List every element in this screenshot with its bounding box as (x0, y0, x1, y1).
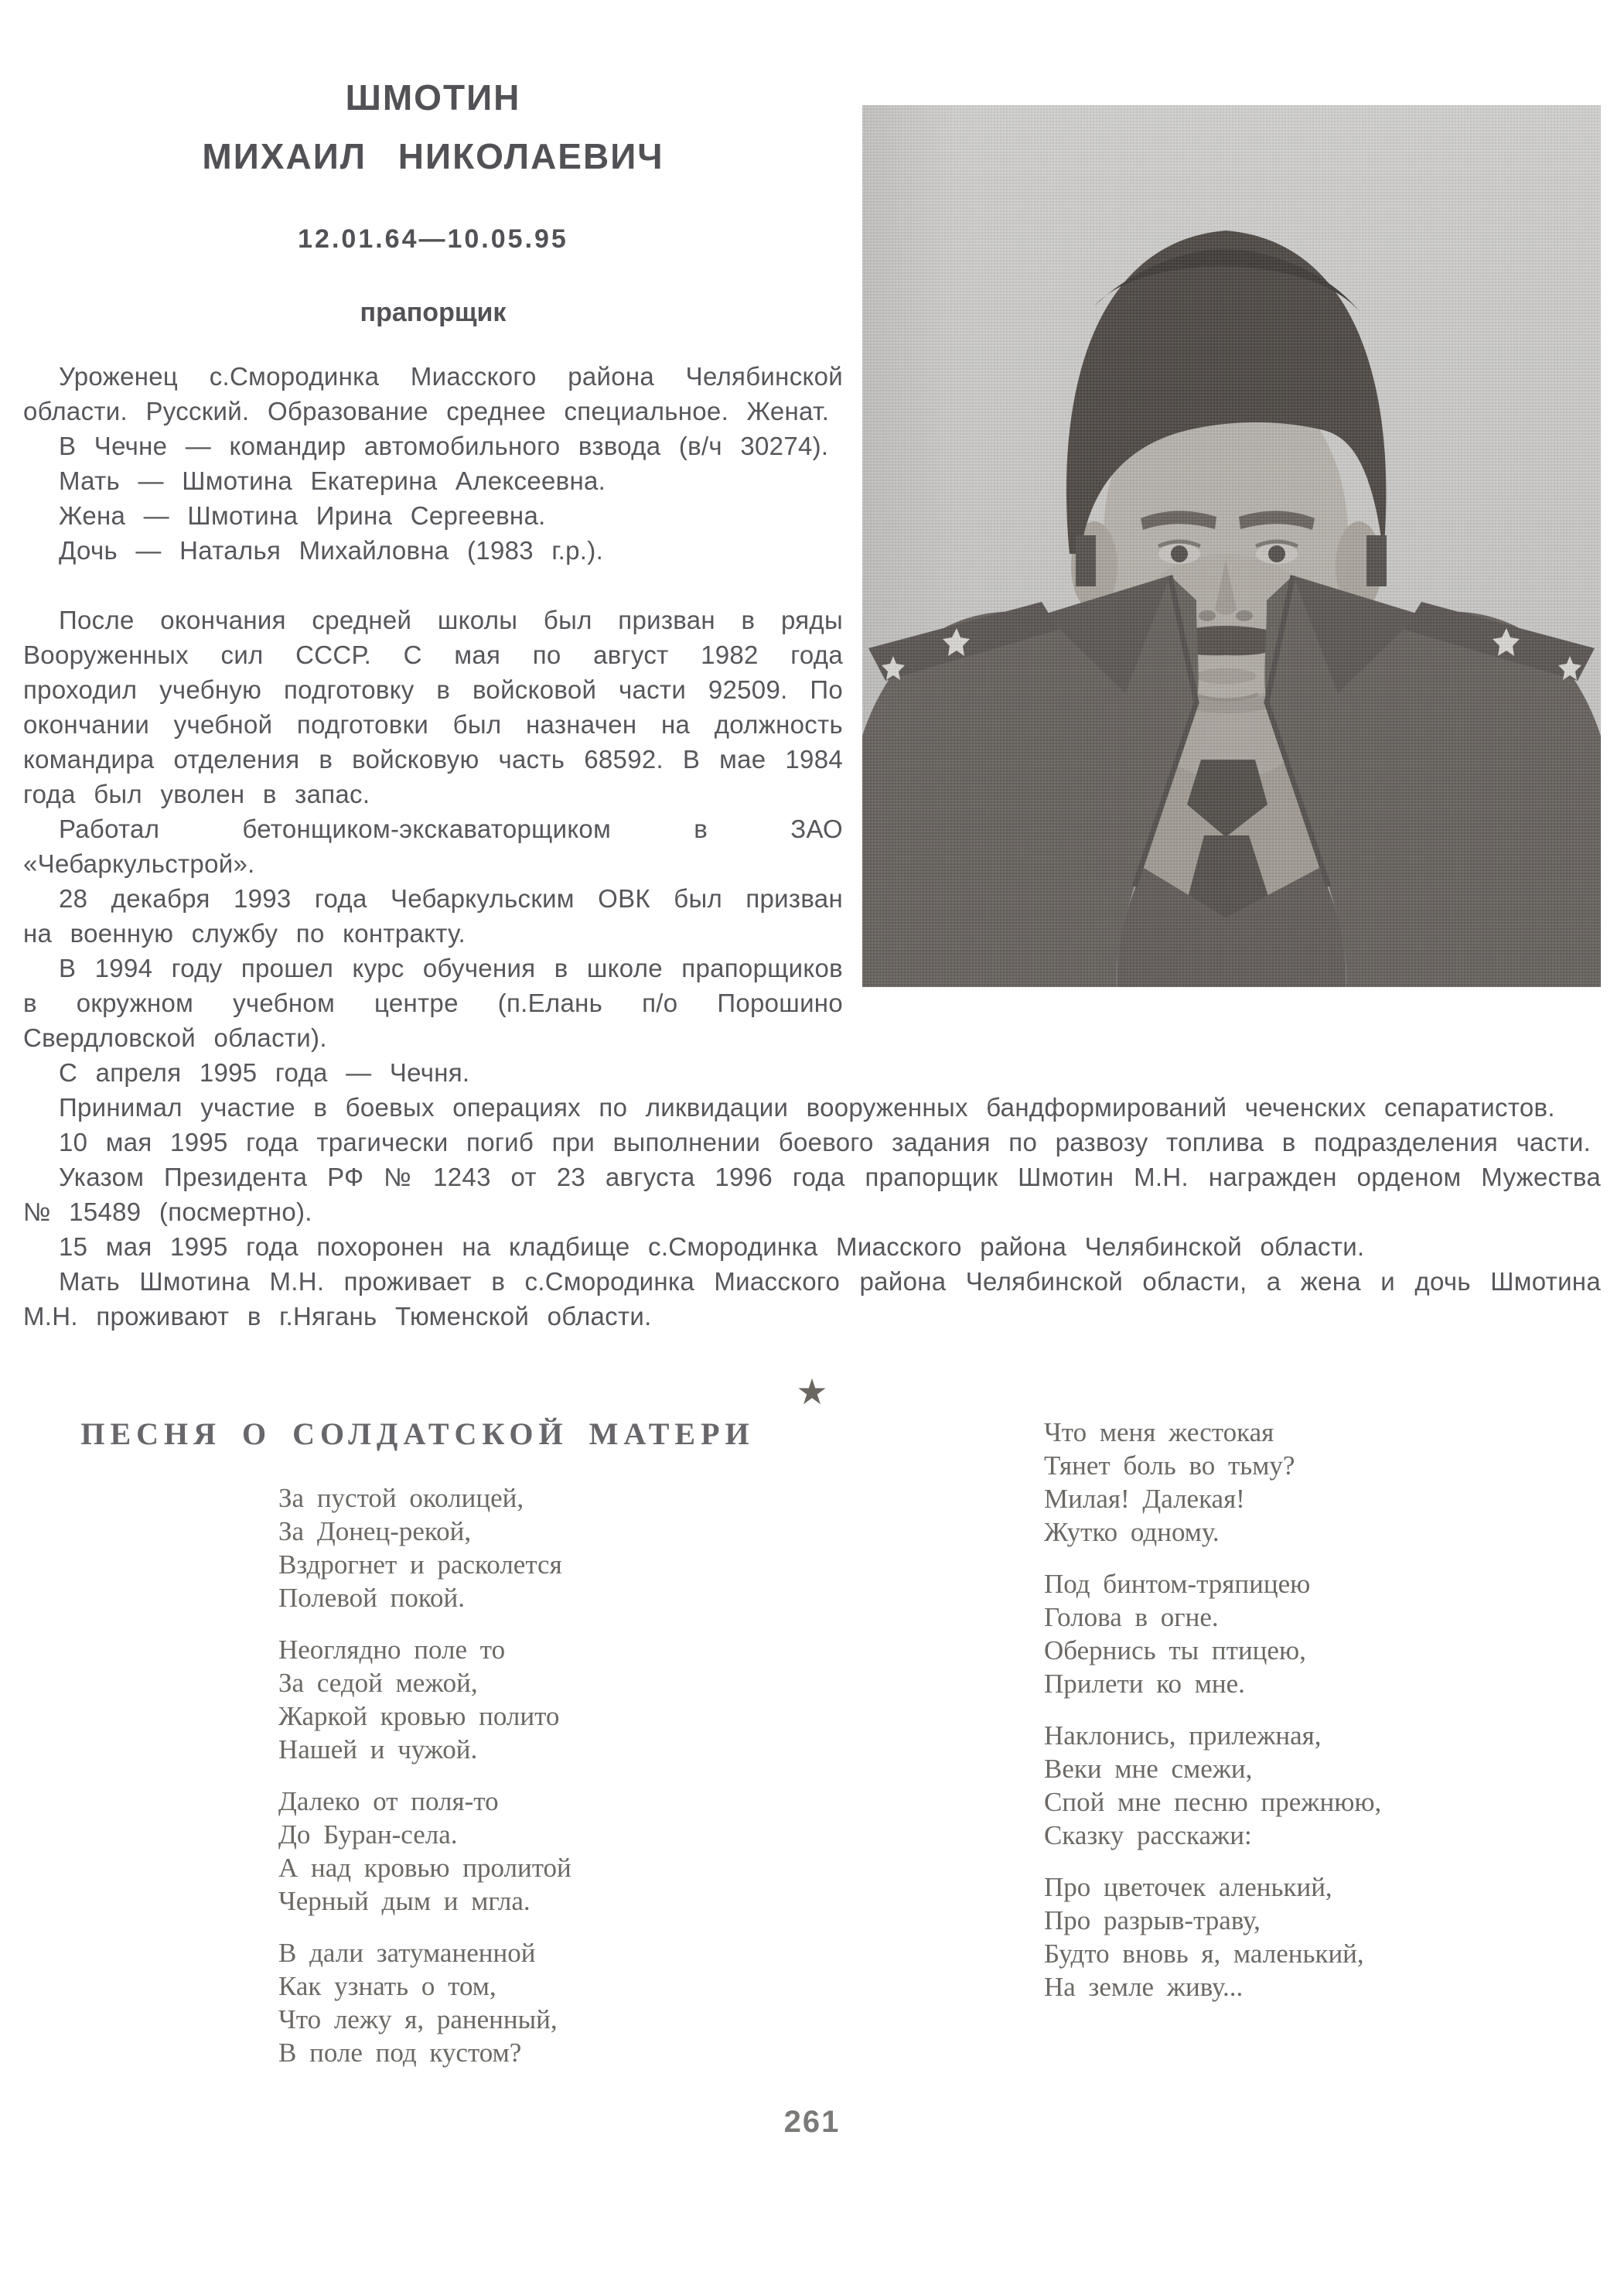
poem-line: За пустой околицей, (278, 1483, 524, 1513)
poem-line: Тянет боль во тьму? (1044, 1450, 1295, 1481)
person-surname: ШМОТИН (345, 77, 521, 118)
bio-paragraph: Мать — Шмотина Екатерина Алексеевна. (59, 466, 606, 495)
bio-paragraph: Жена — Шмотина Ирина Сергеевна. (59, 501, 546, 530)
poem-line: Что меня жестокая (1044, 1417, 1274, 1447)
poem-line: Будто вновь я, маленький, (1044, 1939, 1364, 1969)
poem-stanza (1044, 1870, 1601, 2004)
poem-line: Спой мне песню прежнюю, (1044, 1787, 1382, 1817)
bio-paragraph: Мать Шмотина М.Н. проживает в с.Смородинка Миасского района Челябинской области, а жена и дочь Шмотина М.Н. проживают в г.Нягань Тюменской области. (23, 1267, 1601, 1331)
poem-line: В поле под кустом? (278, 2038, 522, 2068)
bio-paragraph: Принимал участие в боевых операциях по ликвидации вооруженных бандформирований чеченских сепаратистов. (59, 1093, 1555, 1122)
page-number: 261 (783, 2105, 841, 2139)
poem-line: До Буран-села. (278, 1819, 458, 1850)
poem-right-column (812, 1416, 1601, 2022)
bio-paragraph: Указом Президента РФ № 1243 от 23 августа 1996 года прапорщик Шмотин М.Н. награжден орденом Мужества № 15489 (посмертно). (23, 1163, 1601, 1226)
poem-line: Черный дым и мгла. (278, 1886, 531, 1916)
poem-line: Нашей и чужой. (278, 1734, 478, 1764)
poem-stanza (1044, 1567, 1601, 1700)
bio-paragraph: С апреля 1995 года — Чечня. (59, 1058, 470, 1087)
poem-line: Полевой покой. (278, 1583, 466, 1613)
poem-line: Прилети ко мне. (1044, 1669, 1245, 1699)
poem-line: Жаркой кровью полито (278, 1701, 560, 1731)
poem-stanza (278, 1936, 812, 2069)
military-rank: прапорщик (360, 298, 507, 327)
portrait-photo (862, 105, 1601, 987)
poem-title: ПЕСНЯ О СОЛДАТСКОЙ МАТЕРИ (80, 1416, 755, 1451)
bio-paragraph: После окончания средней школы был призван в ряды Вооруженных сил СССР. С мая по август 1982 года проходил учебную подготовку в войсковой части 92509. По окончании учебной подготовки был назначен на должность командира отделения в войсковую часть 68592. В мае 1984 года был уволен в запас. (23, 606, 843, 808)
poem-line: Сказку расскажи: (1044, 1820, 1252, 1850)
poem-line: Неоглядно поле то (278, 1635, 506, 1665)
life-dates: 12.01.64—10.05.95 (298, 224, 568, 254)
poem-line: Вздрогнет и расколется (278, 1549, 562, 1580)
poem-line: Жутко одному. (1044, 1517, 1220, 1547)
bio-paragraph: 28 декабря 1993 года Чебаркульским ОВК был призван на военную службу по контракту. (23, 884, 843, 948)
poem-line: Что лежу я, раненный, (278, 2004, 558, 2034)
poem-line: Милая! Далекая! (1044, 1484, 1245, 1514)
person-name-patronymic: МИХАИЛ НИКОЛАЕВИЧ (202, 136, 664, 176)
poem-line: Как узнать о том, (278, 1971, 496, 2001)
poem-stanza (278, 1481, 812, 1614)
bio-paragraph: Уроженец с.Смородинка Миасского района Челябинской области. Русский. Образование среднее специальное. Женат. (23, 362, 843, 425)
poem-stanza (278, 1785, 812, 1918)
bio-paragraph: 10 мая 1995 года трагически погиб при выполнении боевого задания по развозу топлива в подразделения части. (59, 1128, 1592, 1156)
bio-paragraph: В 1994 году прошел курс обучения в школе прапорщиков в окружном учебном центре (п.Елань п/о Порошино Свердловской области). (23, 954, 843, 1052)
bio-paragraph: Дочь — Наталья Михайловна (1983 г.р.). (59, 536, 604, 565)
bio-paragraph: 15 мая 1995 года похоронен на кладбище с.Смородинка Миасского района Челябинской области. (59, 1232, 1365, 1261)
poem-stanza (1044, 1719, 1601, 1852)
poem-left-column (23, 1416, 812, 2088)
poem-stanza (1044, 1416, 1601, 1549)
bio-paragraph: Работал бетонщиком-экскаваторщиком в ЗАО «Чебаркульстрой». (23, 815, 843, 878)
poem-line: А над кровью пролитой (278, 1853, 571, 1883)
poem-line: Про цветочек аленький, (1044, 1872, 1332, 1902)
bio-paragraph: В Чечне — командир автомобильного взвода (в/ч 30274). (59, 432, 829, 460)
poem-line: Про разрыв-траву, (1044, 1905, 1261, 1935)
poem-line: В дали затуманенной (278, 1938, 536, 1968)
poem-line: За седой межой, (278, 1668, 478, 1698)
poem-line: Под бинтом-тряпицею (1044, 1569, 1311, 1599)
poem-line: Голова в огне. (1044, 1602, 1219, 1632)
poem-line: Далеко от поля-то (278, 1786, 499, 1816)
poem-section (23, 1416, 1601, 2088)
poem-stanza (278, 1633, 812, 1766)
poem-line: Наклонись, прилежная, (1044, 1720, 1322, 1751)
star-icon: ★ (796, 1372, 828, 1412)
poem-line: Веки мне смежи, (1044, 1754, 1253, 1784)
poem-line: Обернись ты птицею, (1044, 1635, 1306, 1665)
poem-line: За Донец-рекой, (278, 1516, 472, 1546)
portrait-photo-drawing (862, 105, 1601, 987)
poem-line: На земле живу... (1044, 1972, 1244, 2002)
